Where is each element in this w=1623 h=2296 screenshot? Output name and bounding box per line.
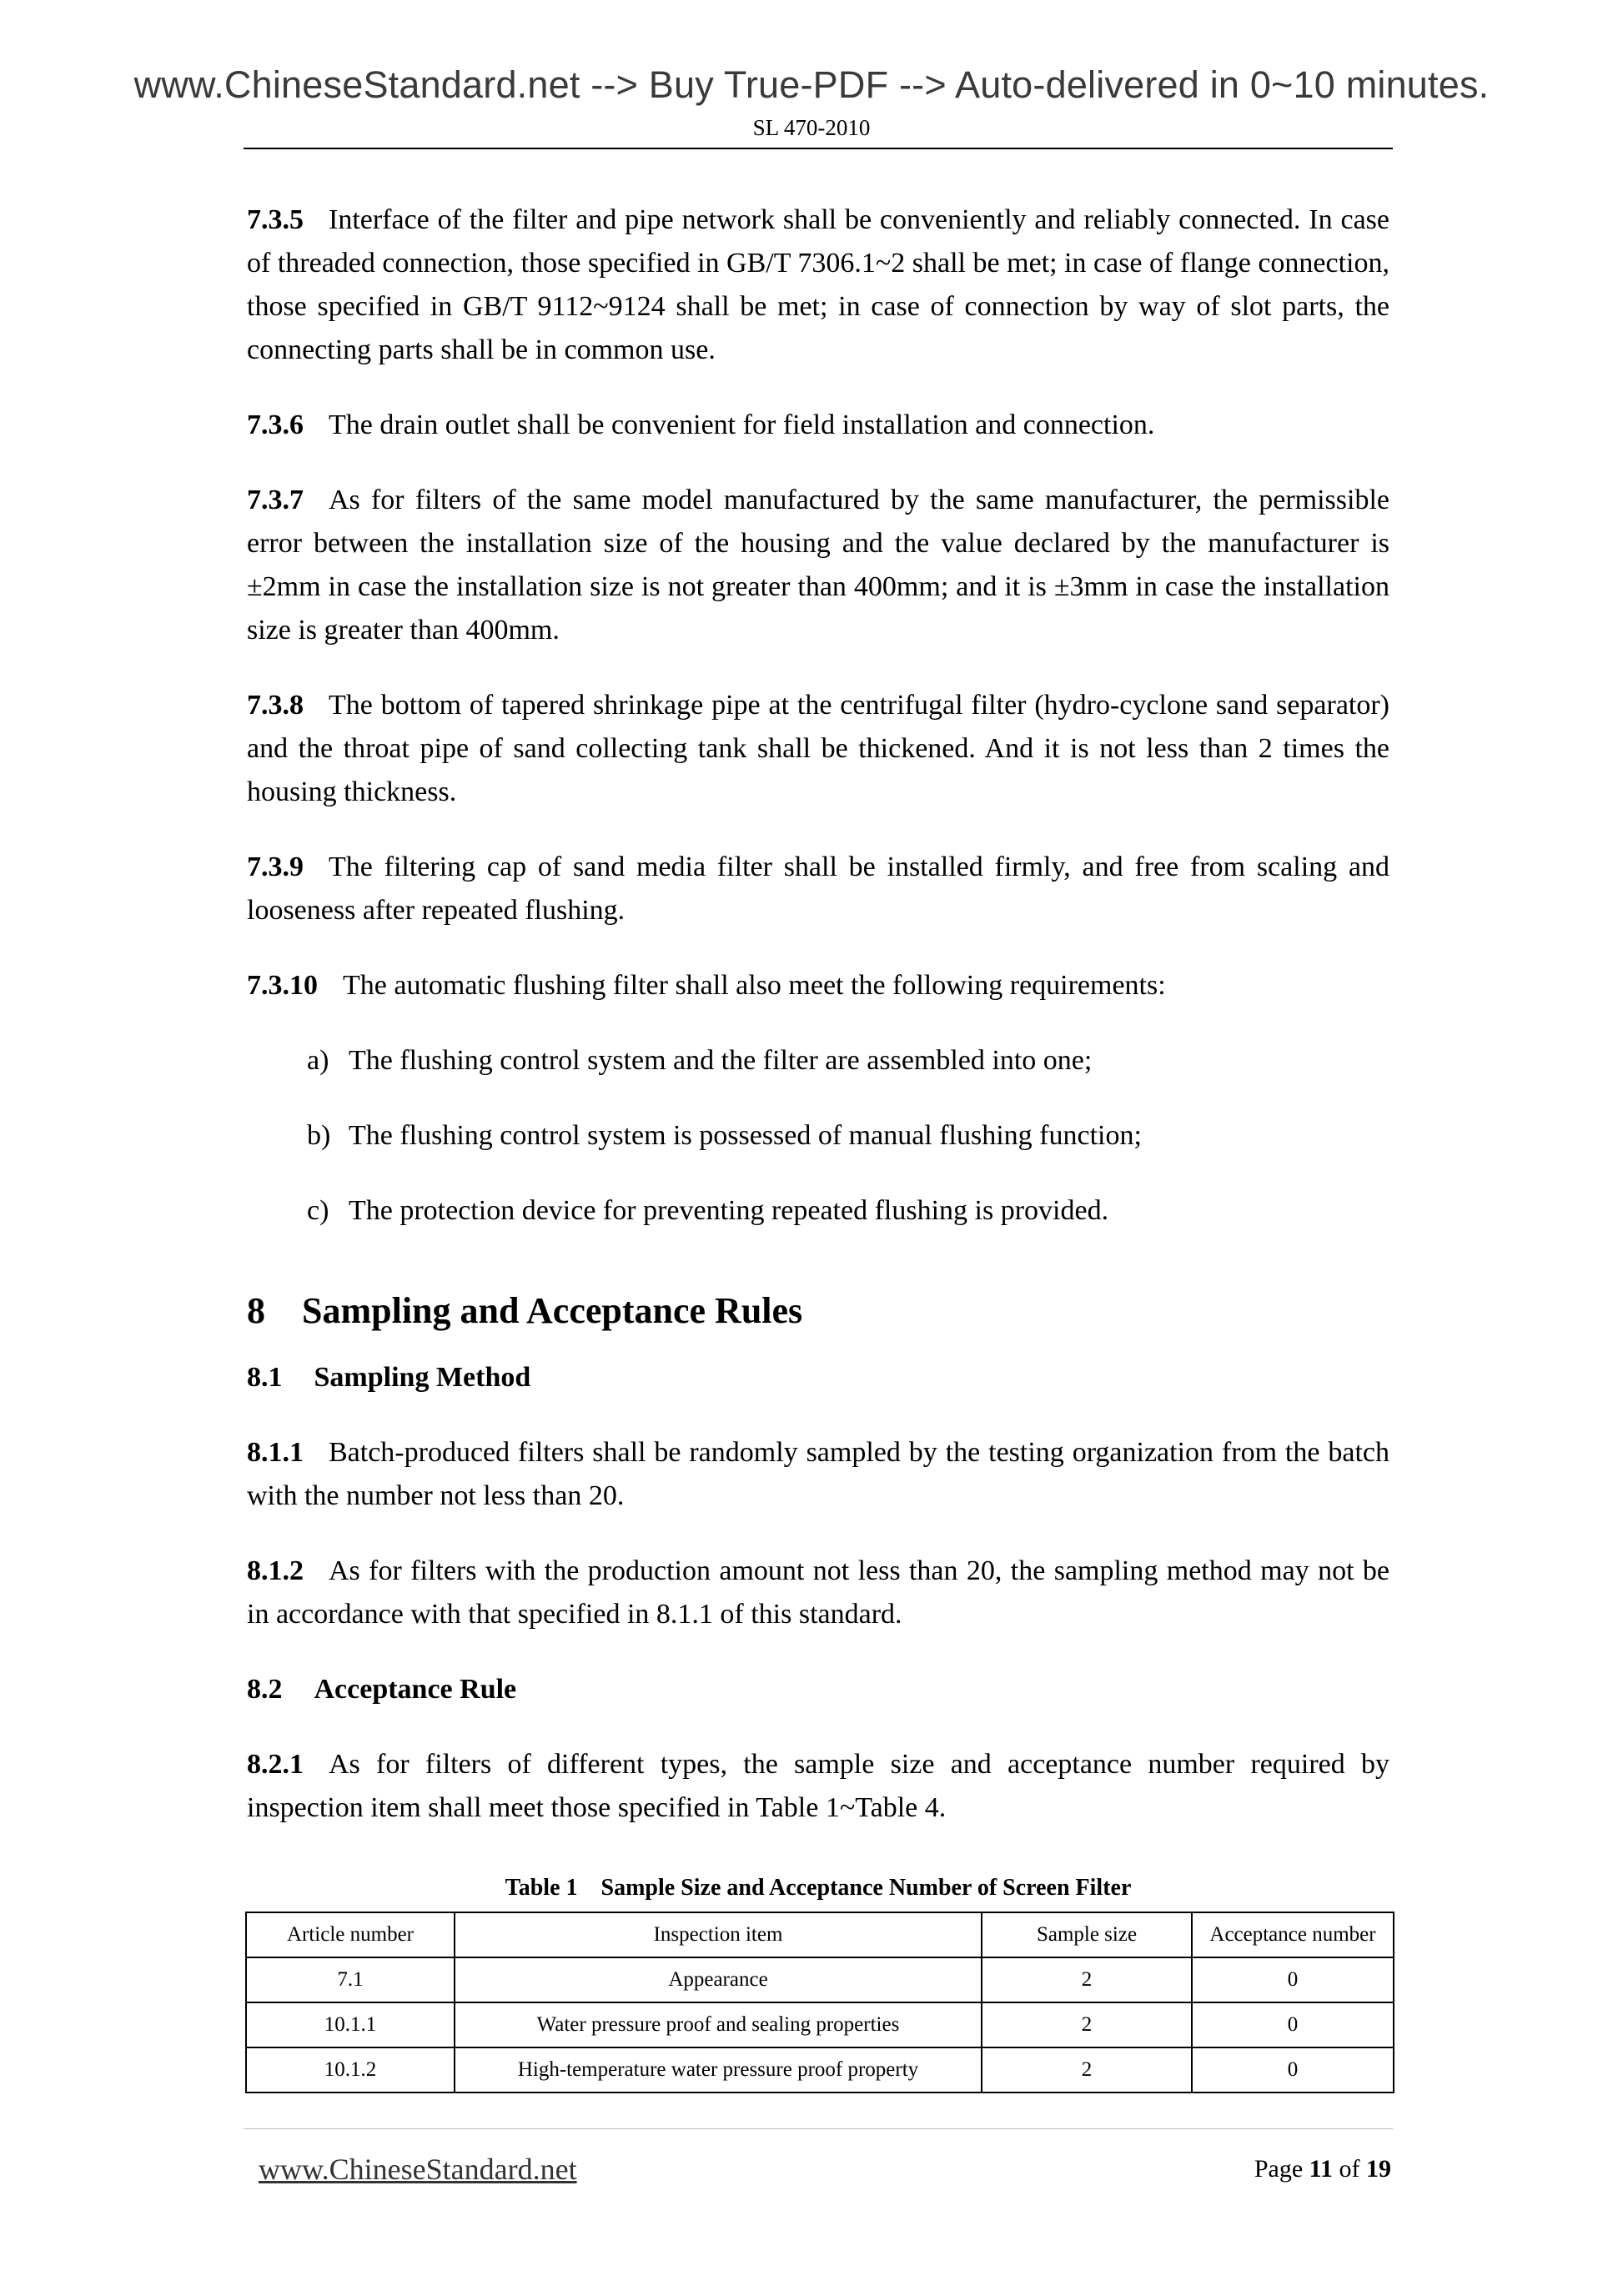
clause-number: 7.3.5: [247, 204, 304, 235]
clause-7-3-6: [247, 404, 1389, 447]
table-cell: High-temperature water pressure proof property: [455, 2047, 982, 2093]
table-cell: 10.1.1: [246, 2002, 455, 2047]
list-item: [247, 1114, 1389, 1158]
table-cell: 2: [982, 2002, 1192, 2047]
column-header: Sample size: [982, 1912, 1192, 1957]
list-marker: a): [307, 1045, 329, 1076]
list-item: [247, 1039, 1389, 1083]
subsection-8-2-heading: [247, 1668, 1389, 1711]
list-text: The protection device for preventing repeated flushing is provided.: [349, 1195, 1109, 1226]
page-number: [1254, 2155, 1391, 2183]
footer-divider: [244, 2128, 1393, 2129]
clause-8-1-2: [247, 1550, 1389, 1636]
clause-7-3-9: [247, 846, 1389, 932]
table-row: [246, 2002, 1394, 2047]
table-row: [246, 1957, 1394, 2002]
clause-text: Interface of the filter and pipe network shall be conveniently and reliably connected. In case of threaded connection, those specified in GB/T 7306.1~2 shall be met; in case of flange connection, those specified in GB/T 9112~9124 shall be met; in case of connection by way of slot parts, the connecting parts shall be in common use.: [247, 204, 1389, 365]
section-8-heading: [247, 1288, 1389, 1334]
subsection-title: Acceptance Rule: [314, 1674, 517, 1705]
clause-number: 8.2.1: [247, 1749, 304, 1780]
table-cell: 2: [982, 2047, 1192, 2093]
sample-size-table: [245, 1912, 1394, 2093]
subsection-number: 8.1: [247, 1362, 283, 1393]
subsection-8-1-heading: [247, 1356, 1389, 1399]
page-total: 19: [1366, 2155, 1391, 2183]
clause-number: 8.1.2: [247, 1555, 304, 1586]
table-cell: 2: [982, 1957, 1192, 2002]
footer-link[interactable]: www.ChineseStandard.net: [259, 2153, 577, 2186]
clause-text: Batch-produced filters shall be randomly sampled by the testing organization from the batch with the number not less than 20.: [247, 1437, 1389, 1511]
column-header: Acceptance number: [1192, 1912, 1394, 1957]
clause-number: 8.1.1: [247, 1437, 304, 1468]
subsection-title: Sampling Method: [314, 1362, 531, 1393]
list-item: [247, 1189, 1389, 1233]
list-text: The flushing control system is possessed of manual flushing function;: [349, 1120, 1142, 1151]
clause-8-1-1: [247, 1431, 1389, 1518]
top-banner[interactable]: www.ChineseStandard.net --> Buy True-PDF --> Auto-delivered in 0~10 minutes.: [133, 63, 1490, 106]
table-row: [246, 2047, 1394, 2093]
clause-8-2-1: [247, 1743, 1389, 1830]
standard-code: SL 470-2010: [752, 115, 871, 140]
table-header-row: [246, 1912, 1394, 1957]
header-divider: [244, 148, 1393, 149]
clause-text: As for filters of different types, the sample size and acceptance number required by inspection item shall meet those specified in Table 1~Table 4.: [247, 1749, 1389, 1823]
list-marker: c): [307, 1195, 329, 1226]
page-content: [247, 198, 1389, 2093]
clause-text: As for filters of the same model manufactured by the same manufacturer, the permissible error between the installation size of the housing and the value declared by the manufacturer is ±2mm in case the installation size is not greater than 400mm; and it is ±3mm in case the installation size is greater than 400mm.: [247, 485, 1389, 646]
clause-number: 7.3.9: [247, 852, 304, 882]
table-cell: Water pressure proof and sealing properties: [455, 2002, 982, 2047]
clause-text: The bottom of tapered shrinkage pipe at the centrifugal filter (hydro-cyclone sand separator) and the throat pipe of sand collecting tank shall be thickened. And it is not less than 2 times the housing thickness.: [247, 690, 1389, 807]
clause-number: 7.3.7: [247, 485, 304, 515]
clause-text: As for filters with the production amount not less than 20, the sampling method may not be in accordance with that specified in 8.1.1 of this standard.: [247, 1555, 1389, 1630]
clause-number: 7.3.8: [247, 690, 304, 721]
page-of: of: [1339, 2155, 1360, 2183]
table-cell: 0: [1192, 2047, 1394, 2093]
page-prefix: Page: [1254, 2155, 1304, 2183]
clause-7-3-5: [247, 198, 1389, 372]
section-number: 8: [247, 1290, 265, 1331]
section-title: Sampling and Acceptance Rules: [302, 1290, 803, 1331]
table-cell: Appearance: [455, 1957, 982, 2002]
column-header: Article number: [246, 1912, 455, 1957]
table-cell: 7.1: [246, 1957, 455, 2002]
list-marker: b): [307, 1120, 331, 1151]
table-cell: 0: [1192, 1957, 1394, 2002]
table-cell: 10.1.2: [246, 2047, 455, 2093]
list-text: The flushing control system and the filter are assembled into one;: [349, 1045, 1093, 1076]
subsection-number: 8.2: [247, 1674, 283, 1705]
table-cell: 0: [1192, 2002, 1394, 2047]
column-header: Inspection item: [455, 1912, 982, 1957]
table-caption: Table 1 Sample Size and Acceptance Number of Screen Filter: [505, 1875, 1132, 1901]
clause-number: 7.3.6: [247, 409, 304, 440]
clause-number: 7.3.10: [247, 970, 318, 1001]
clause-text: The filtering cap of sand media filter shall be installed firmly, and free from scaling and looseness after repeated flushing.: [247, 852, 1389, 926]
clause-7-3-10: [247, 964, 1389, 1007]
clause-7-3-7: [247, 479, 1389, 652]
clause-text: The automatic flushing filter shall also meet the following requirements:: [343, 970, 1166, 1001]
clause-text: The drain outlet shall be convenient for field installation and connection.: [329, 409, 1155, 440]
page-current: 11: [1309, 2155, 1333, 2183]
clause-7-3-8: [247, 684, 1389, 814]
